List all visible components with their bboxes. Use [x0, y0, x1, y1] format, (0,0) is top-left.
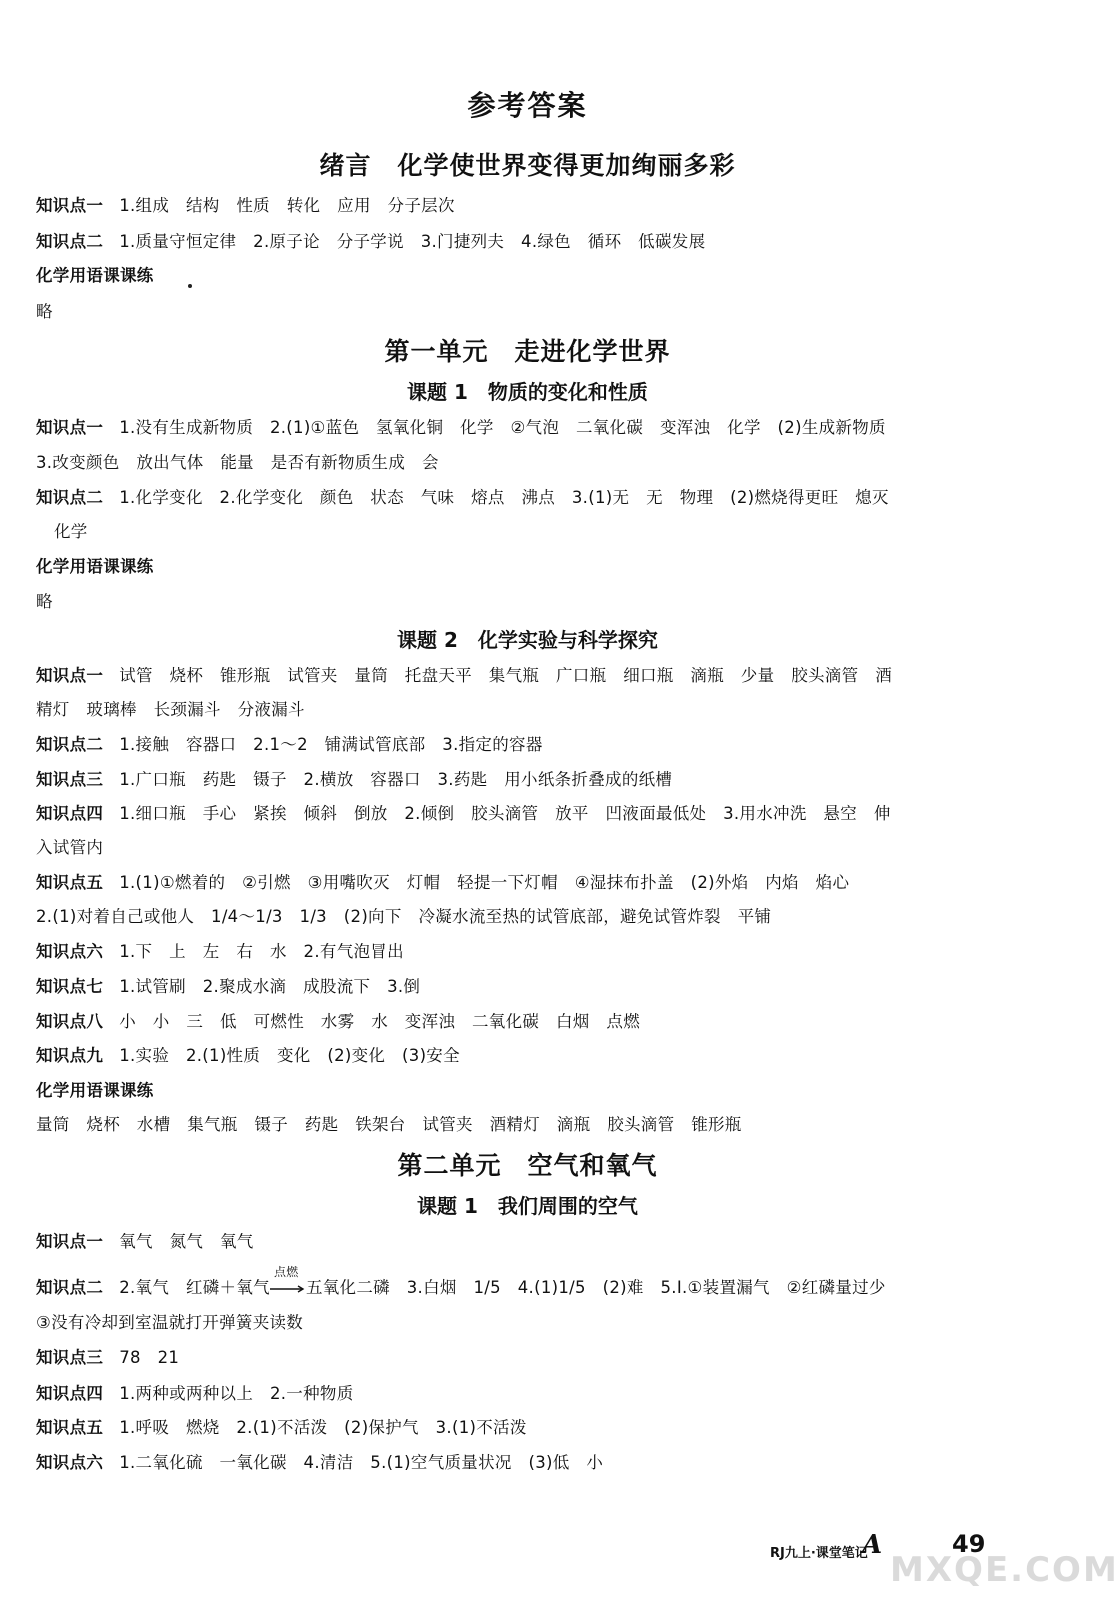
label: 知识点二	[36, 232, 104, 251]
u1l2-k9	[36, 1042, 1021, 1066]
answer-text: 1.化学变化 2.化学变化 颜色 状态 气味 熔点 沸点 3.(1)无 无 物理 (2)燃烧得更旺 熄灭	[119, 488, 889, 507]
unit1-lesson2-heading: 课题 2 化学实验与科学探究	[397, 628, 658, 652]
label: 知识点八	[36, 1012, 104, 1031]
u2l1-k6	[36, 1449, 1021, 1473]
intro-practice-text: 略	[36, 302, 53, 321]
answer-text: 1.质量守恒定律 2.原子论 分子学说 3.门捷列夫 4.绿色 循环 低碳发展	[119, 232, 706, 251]
u1l2-k1	[36, 662, 1021, 686]
u1l2-k6	[36, 938, 1021, 962]
label: 知识点六	[36, 1453, 104, 1472]
answer-text: 1.(1)①燃着的 ②引燃 ③用嘴吹灭 灯帽 轻提一下灯帽 ④湿抹布扑盖 (2)外焰 内焰 焰心	[119, 873, 850, 892]
answer-text: 试管 烧杯 锥形瓶 试管夹 量筒 托盘天平 集气瓶 广口瓶 细口瓶 滴瓶 少量 胶头滴管 酒	[119, 666, 893, 685]
label: 知识点一	[36, 1232, 104, 1251]
label: 化学用语课课练	[36, 1081, 154, 1100]
answer-text: 五氧化二磷 3.白烟 1/5 4.(1)1/5 (2)难 5.Ⅰ.①装置漏气 ②红磷量过少	[305, 1278, 886, 1297]
label: 化学用语课课练	[36, 266, 154, 285]
label: 知识点二	[36, 1278, 104, 1297]
answer-text: 1.没有生成新物质 2.(1)①蓝色 氢氧化铜 化学 ②气泡 二氧化碳 变浑浊 化学 (2)生成新物质	[119, 418, 886, 437]
label: 知识点一	[36, 418, 104, 437]
u1l1-practice-text: 略	[36, 592, 53, 611]
u2l1-k4	[36, 1380, 1021, 1404]
u1l1-k1	[36, 414, 1021, 438]
page-title: 参考答案	[467, 89, 588, 122]
answer-text: 1.下 上 左 右 水 2.有气泡冒出	[119, 942, 404, 961]
label: 知识点二	[36, 735, 104, 754]
u1l2-practice-label	[36, 1077, 1021, 1101]
unit1-lesson1-heading: 课题 1 物质的变化和性质	[407, 380, 648, 404]
u1l2-k5	[36, 869, 1021, 893]
answer-text: 1.二氧化硫 一氧化碳 4.清洁 5.(1)空气质量状况 (3)低 小	[119, 1453, 604, 1472]
label: 知识点四	[36, 1384, 104, 1403]
u1l2-k4	[36, 800, 1021, 824]
u1l2-practice-text: 量筒 烧杯 水槽 集气瓶 镊子 药匙 铁架台 试管夹 酒精灯 滴瓶 胶头滴管 锥形瓶	[36, 1115, 742, 1134]
reaction-condition: 点燃	[273, 1265, 299, 1279]
u1l2-k1-cont: 精灯 玻璃棒 长颈漏斗 分液漏斗	[36, 700, 305, 719]
intro-k2	[36, 228, 1021, 252]
unit2-lesson1-heading: 课题 1 我们周围的空气	[417, 1194, 638, 1218]
label: 知识点一	[36, 666, 104, 685]
label: 知识点二	[36, 488, 104, 507]
brand-logo-icon: A	[862, 1530, 883, 1560]
answer-text: 1.接触 容器口 2.1～2 铺满试管底部 3.指定的容器	[119, 735, 543, 754]
label: 知识点三	[36, 770, 104, 789]
intro-heading: 绪言 化学使世界变得更加绚丽多彩	[319, 151, 736, 180]
label: 知识点四	[36, 804, 104, 823]
u1l2-k8	[36, 1008, 1021, 1032]
u1l2-k3	[36, 766, 1021, 790]
u1l2-k2	[36, 731, 1021, 755]
stray-dot	[188, 284, 192, 288]
unit2-heading: 第二单元 空气和氧气	[397, 1151, 658, 1180]
u1l2-k5-cont: 2.(1)对着自己或他人 1/4～1/3 1/3 (2)向下 冷凝水流至热的试管底部，避免试管炸裂 平铺	[36, 907, 772, 926]
arrow-icon	[270, 1284, 306, 1294]
label: 知识点五	[36, 1418, 104, 1437]
u1l1-k1-cont: 3.改变颜色 放出气体 能量 是否有新物质生成 会	[36, 453, 439, 472]
answer-text: 1.组成 结构 性质 转化 应用 分子层次	[119, 196, 455, 215]
watermark: MXQE.COM	[890, 1550, 1119, 1590]
u2l1-k1	[36, 1228, 1021, 1252]
reaction-arrow	[270, 1265, 306, 1297]
u2l1-k5	[36, 1414, 1021, 1438]
label: 知识点一	[36, 196, 104, 215]
answer-text: 小 小 三 低 可燃性 水雾 水 变浑浊 二氧化碳 白烟 点燃	[119, 1012, 641, 1031]
answer-text: 1.呼吸 燃烧 2.(1)不活泼 (2)保护气 3.(1)不活泼	[119, 1418, 527, 1437]
answer-text: 2.氧气 红磷＋氧气	[119, 1278, 270, 1297]
answer-text: 78 21	[119, 1348, 180, 1367]
u2l1-k2-cont: ③没有冷却到室温就打开弹簧夹读数	[36, 1313, 304, 1332]
u1l2-k4-cont: 入试管内	[36, 838, 104, 857]
u1l1-k2	[36, 484, 1021, 508]
page-number: 49	[952, 1530, 986, 1558]
intro-k1	[36, 192, 1021, 216]
unit1-heading: 第一单元 走进化学世界	[384, 337, 671, 366]
label: 知识点六	[36, 942, 104, 961]
intro-practice-label	[36, 262, 1021, 286]
u1l2-k7	[36, 973, 1021, 997]
answer-text: 1.细口瓶 手心 紧挨 倾斜 倒放 2.倾倒 胶头滴管 放平 凹液面最低处 3.用水冲洗 悬空 伸	[119, 804, 891, 823]
u1l1-k2-cont: 化学	[54, 522, 88, 541]
label: 知识点九	[36, 1046, 104, 1065]
u1l1-practice-label	[36, 553, 1021, 577]
answer-text: 氧气 氮气 氧气	[119, 1232, 254, 1251]
u2l1-k2	[36, 1265, 1021, 1298]
label: 化学用语课课练	[36, 557, 154, 576]
label: 知识点七	[36, 977, 104, 996]
label: 知识点五	[36, 873, 104, 892]
answer-text: 1.广口瓶 药匙 镊子 2.横放 容器口 3.药匙 用小纸条折叠成的纸槽	[119, 770, 673, 789]
u2l1-k3	[36, 1344, 1021, 1368]
footer-series: RJ九上·课堂笔记	[770, 1546, 868, 1561]
answer-text: 1.实验 2.(1)性质 变化 (2)变化 (3)安全	[119, 1046, 460, 1065]
answer-text: 1.试管刷 2.聚成水滴 成股流下 3.倒	[119, 977, 421, 996]
label: 知识点三	[36, 1348, 104, 1367]
answer-text: 1.两种或两种以上 2.一种物质	[119, 1384, 354, 1403]
